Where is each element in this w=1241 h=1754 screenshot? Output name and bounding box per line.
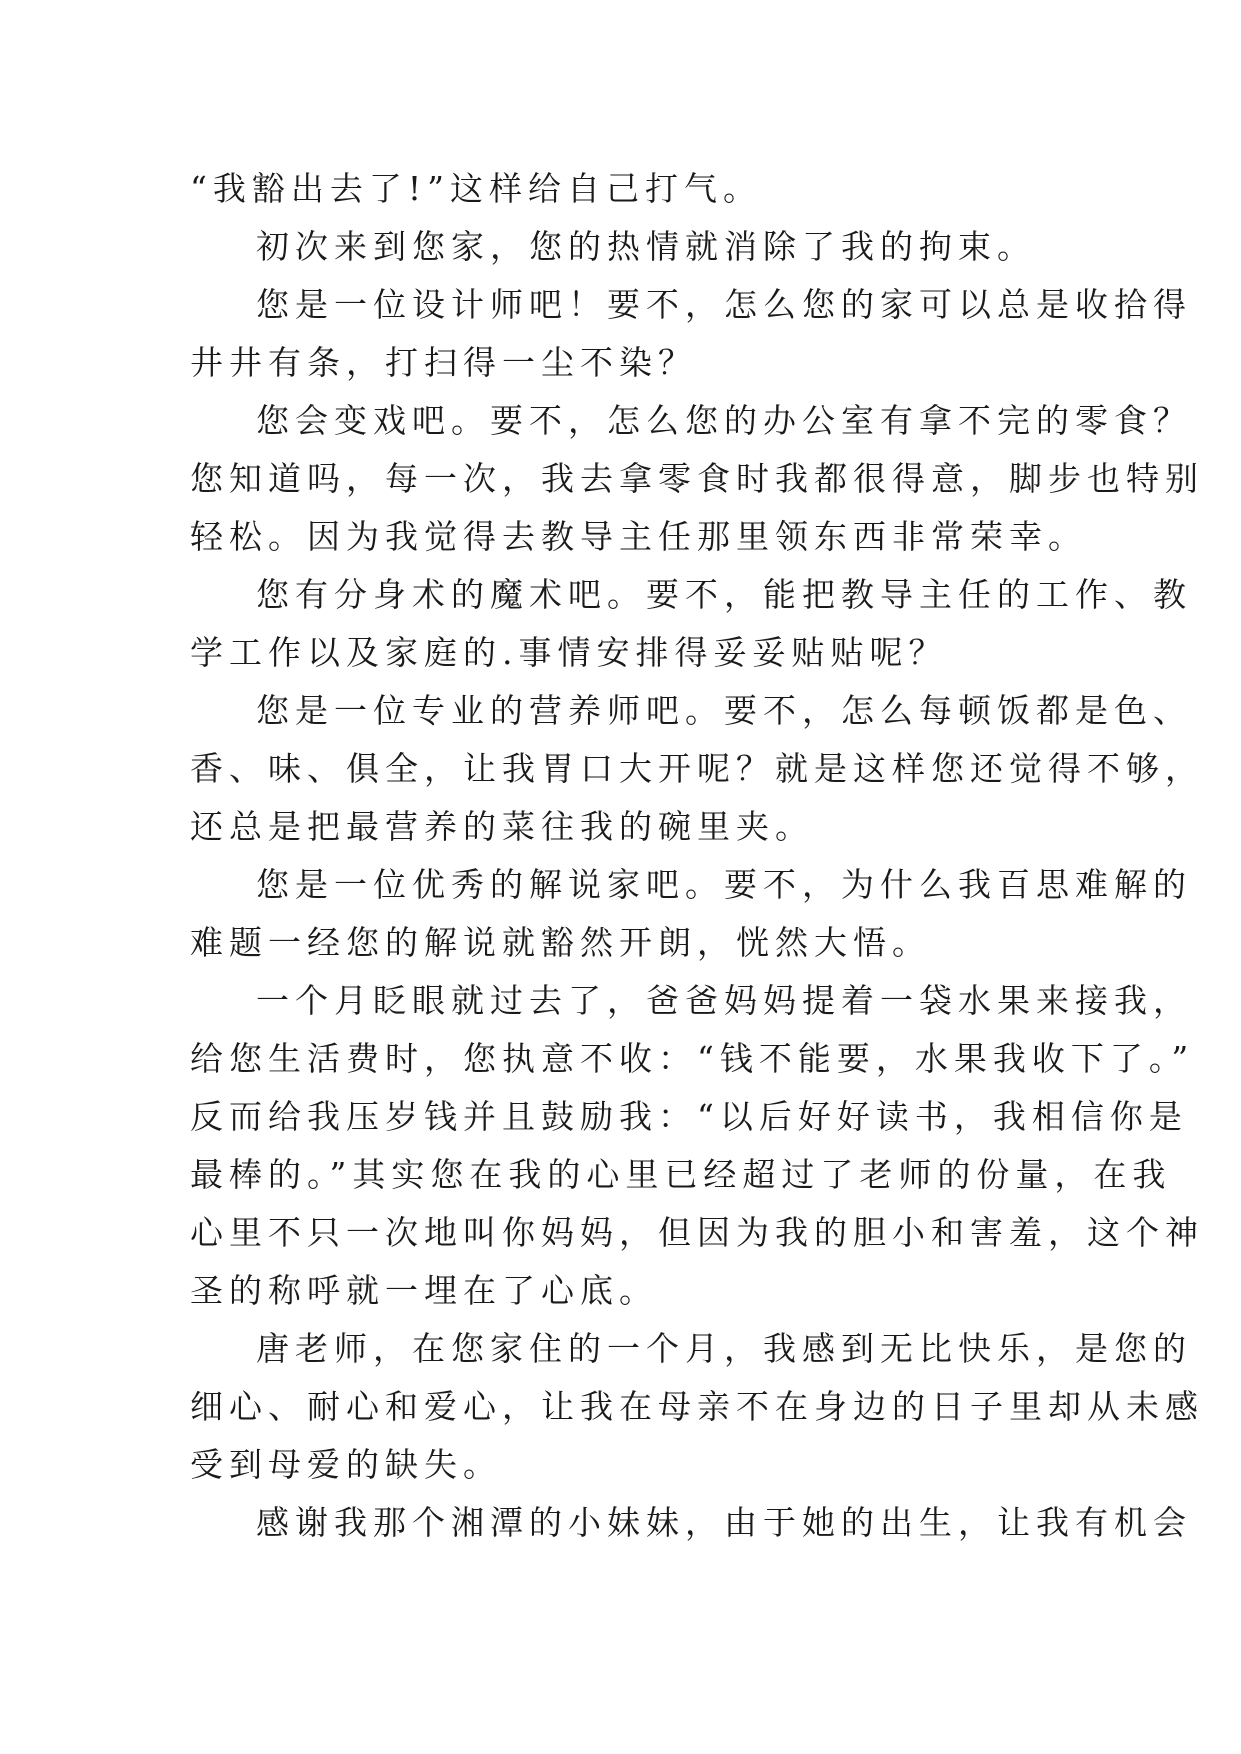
text-line: 香、味、俱全，让我胃口大开呢？就是这样您还觉得不够，	[190, 749, 1204, 788]
text-line: 圣的称呼就一埋在了心底。	[190, 1271, 658, 1310]
text-line: 给您生活费时，您执意不收：“钱不能要，水果我收下了。”	[190, 1039, 1195, 1078]
text-line: 难题一经您的解说就豁然开朗，恍然大悟。	[190, 923, 931, 962]
text-line: “我豁出去了!”这样给自己打气。	[190, 169, 763, 208]
text-line: 轻松。因为我觉得去教导主任那里领东西非常荣幸。	[190, 517, 1087, 556]
text-line: 最棒的。”其实您在我的心里已经超过了老师的份量，在我	[190, 1155, 1172, 1194]
text-line: 一个月眨眼就过去了，爸爸妈妈提着一袋水果来接我，	[256, 981, 1192, 1020]
text-line: 反而给我压岁钱并且鼓励我：“以后好好读书，我相信你是	[190, 1097, 1188, 1136]
text-line: 您是一位专业的营养师吧。要不，怎么每顿饭都是色、	[256, 691, 1192, 730]
text-line: 唐老师，在您家住的一个月，我感到无比快乐，是您的	[256, 1329, 1192, 1368]
text-line: 感谢我那个湘潭的小妹妹，由于她的出生，让我有机会	[256, 1503, 1192, 1542]
text-line: 还总是把最营养的菜往我的碗里夹。	[190, 807, 814, 846]
text-line: 您有分身术的魔术吧。要不，能把教导主任的工作、教	[256, 575, 1192, 614]
text-line: 井井有条，打扫得一尘不染？	[190, 343, 697, 382]
text-line: 心里不只一次地叫你妈妈，但因为我的胆小和害羞，这个神	[190, 1213, 1204, 1252]
text-line: 您知道吗，每一次，我去拿零食时我都很得意，脚步也特别	[190, 459, 1204, 498]
text-line: 您是一位优秀的解说家吧。要不，为什么我百思难解的	[256, 865, 1192, 904]
text-line: 细心、耐心和爱心，让我在母亲不在身边的日子里却从未感	[190, 1387, 1204, 1426]
text-line: 受到母爱的缺失。	[190, 1445, 502, 1484]
text-line: 您会变戏吧。要不，怎么您的办公室有拿不完的零食？	[256, 401, 1192, 440]
text-line: 学工作以及家庭的.事情安排得妥妥贴贴呢？	[190, 633, 948, 672]
body-text	[190, 160, 1204, 1552]
text-line: 初次来到您家，您的热情就消除了我的拘束。	[256, 227, 1036, 266]
text-line: 您是一位设计师吧！要不，怎么您的家可以总是收拾得	[256, 285, 1192, 324]
